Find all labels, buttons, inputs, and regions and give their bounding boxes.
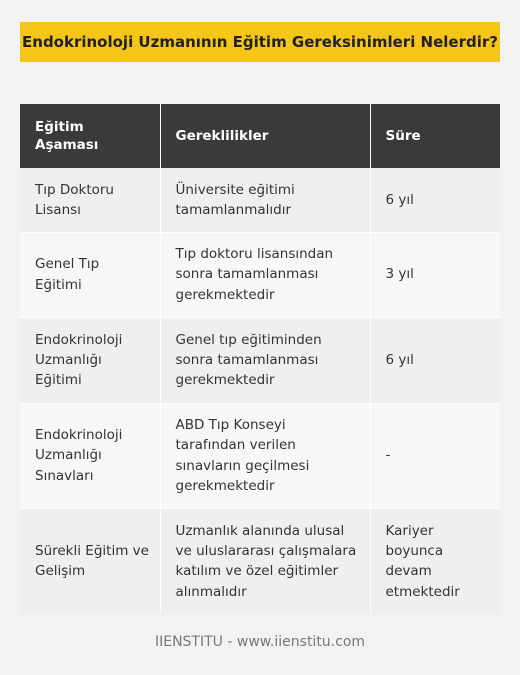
cell-requirements: Üniversite eğitimi tamamlanmalıdır — [160, 168, 370, 232]
page-title: Endokrinoloji Uzmanının Eğitim Gereksinimleri Nelerdir? — [22, 33, 498, 51]
cell-stage: Endokrinoloji Uzmanlığı Sınavları — [20, 403, 160, 508]
column-header-requirements: Gereklilikler — [160, 104, 370, 168]
table-header-row — [20, 104, 500, 168]
column-header-duration: Süre — [370, 104, 500, 168]
table-row — [20, 317, 500, 403]
title-banner — [20, 22, 500, 62]
cell-duration: 6 yıl — [370, 168, 500, 232]
cell-duration: 6 yıl — [370, 317, 500, 403]
table-row — [20, 168, 500, 232]
cell-requirements: Genel tıp eğitiminden sonra tamamlanması gerekmektedir — [160, 317, 370, 403]
cell-requirements: Uzmanlık alanında ulusal ve uluslararası çalışmalara katılım ve özel eğitimler alınmalıdır — [160, 508, 370, 614]
cell-stage: Tıp Doktoru Lisansı — [20, 168, 160, 232]
column-header-stage: Eğitim Aşaması — [20, 104, 160, 168]
cell-stage: Genel Tıp Eğitimi — [20, 232, 160, 317]
cell-stage: Sürekli Eğitim ve Gelişim — [20, 508, 160, 614]
cell-requirements: Tıp doktoru lisansından sonra tamamlanması gerekmektedir — [160, 232, 370, 317]
footer-credit: IIENSTITU - www.iienstitu.com — [154, 634, 366, 650]
cell-duration: - — [370, 403, 500, 508]
table-row — [20, 403, 500, 508]
cell-requirements: ABD Tıp Konseyi tarafından verilen sınavların geçilmesi gerekmektedir — [160, 403, 370, 508]
cell-duration: Kariyer boyunca devam etmektedir — [370, 508, 500, 614]
cell-duration: 3 yıl — [370, 232, 500, 317]
education-table — [20, 104, 500, 614]
table-row — [20, 232, 500, 317]
cell-stage: Endokrinoloji Uzmanlığı Eğitimi — [20, 317, 160, 403]
table-row — [20, 508, 500, 614]
